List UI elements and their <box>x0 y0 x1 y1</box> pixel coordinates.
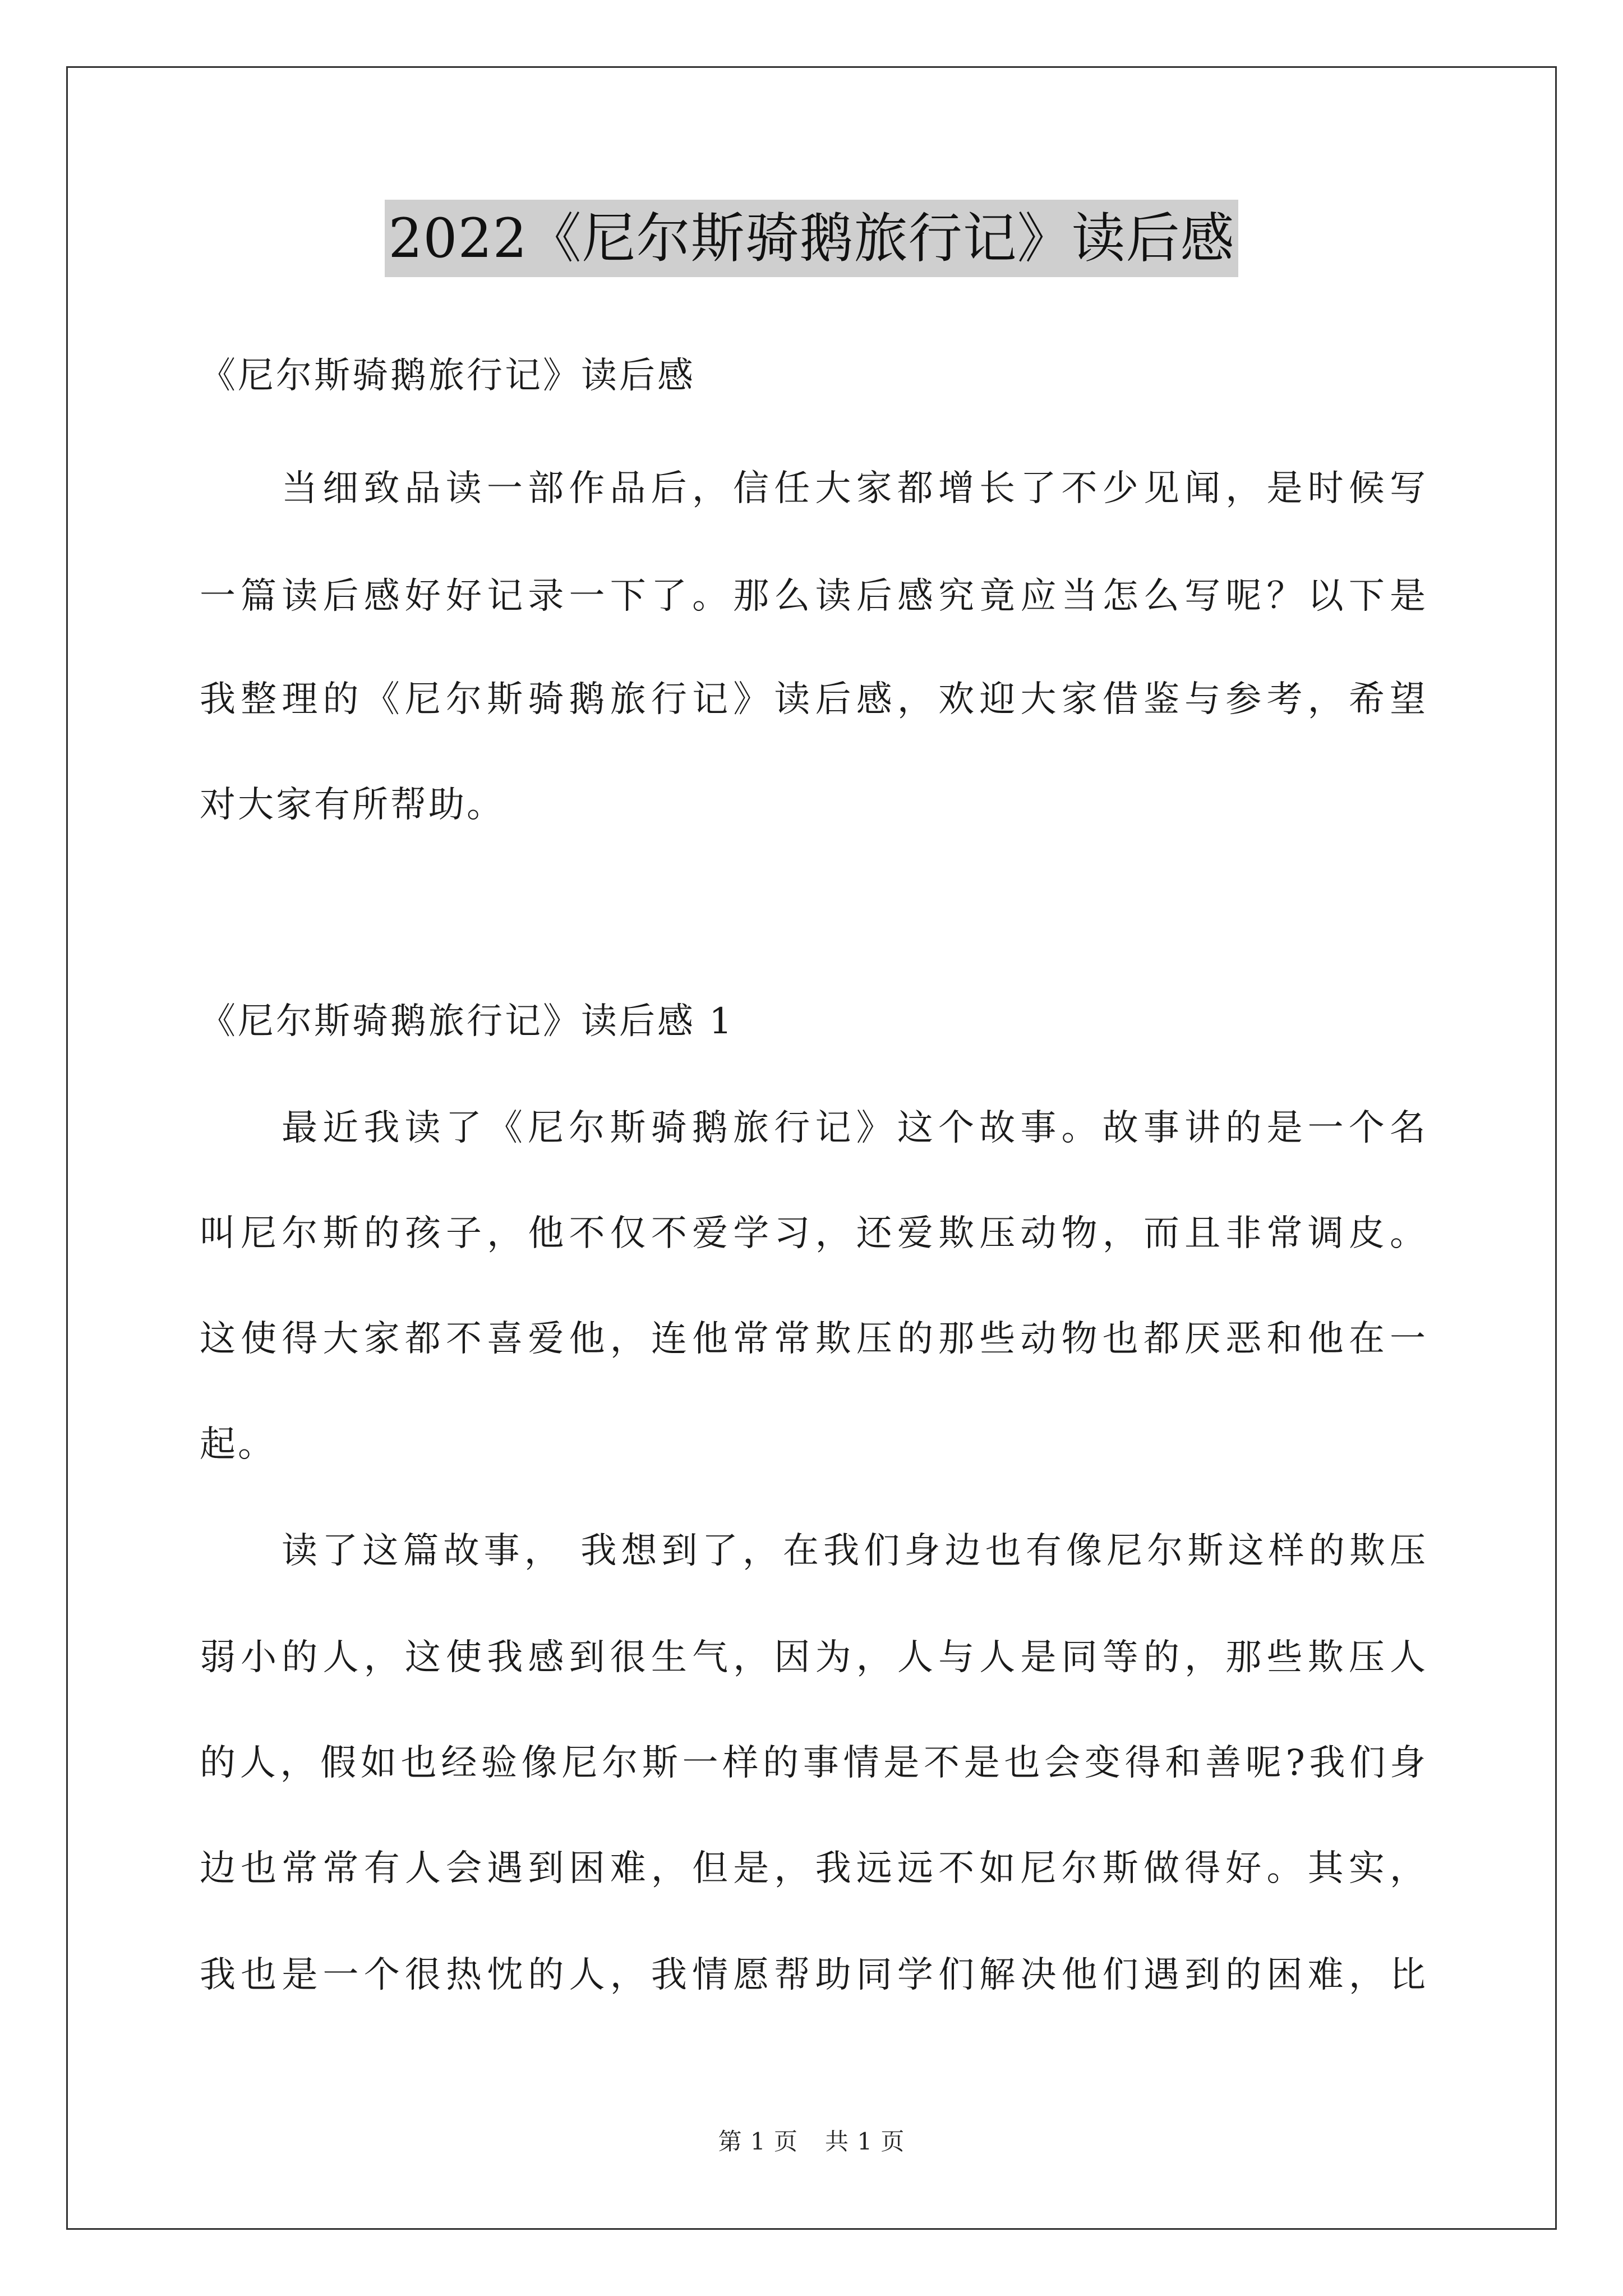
paragraph-line: 读了这篇故事， 我想到了，在我们身边也有像尼尔斯这样的欺压 <box>282 1530 1428 1572</box>
paragraph-line: 的人，假如也经验像尼尔斯一样的事情是不是也会变得和善呢?我们身 <box>200 1742 1428 1784</box>
paragraph-line: 一篇读后感好好记录一下了。那么读后感究竟应当怎么写呢？以下是 <box>200 576 1428 617</box>
paragraph-line: 弱小的人，这使我感到很生气，因为，人与人是同等的，那些欺压人 <box>200 1637 1428 1678</box>
paragraph-line: 边也常常有人会遇到困难，但是，我远远不如尼尔斯做得好。其实， <box>200 1848 1428 1889</box>
paragraph-line: 叫尼尔斯的孩子，他不仅不爱学习，还爱欺压动物，而且非常调皮。 <box>200 1213 1428 1254</box>
paragraph-line: 最近我读了《尼尔斯骑鹅旅行记》这个故事。故事讲的是一个名 <box>282 1107 1428 1149</box>
section-heading: 《尼尔斯骑鹅旅行记》读后感 <box>200 355 695 397</box>
page-total: 共 1 页 <box>825 2128 905 2155</box>
paragraph-line: 我也是一个很热忱的人，我情愿帮助同学们解决他们遇到的困难，比 <box>200 1954 1428 1996</box>
paragraph-line: 对大家有所帮助。 <box>200 784 505 826</box>
title-container <box>0 200 1623 277</box>
document-title: 2022《尼尔斯骑鹅旅行记》读后感 <box>385 200 1238 277</box>
paragraph-line: 这使得大家都不喜爱他，连他常常欺压的那些动物也都厌恶和他在一 <box>200 1318 1428 1360</box>
paragraph-line: 当细致品读一部作品后，信任大家都增长了不少见闻，是时候写 <box>282 468 1428 509</box>
section-heading: 《尼尔斯骑鹅旅行记》读后感 1 <box>200 1001 735 1042</box>
page-number: 第 1 页 <box>718 2128 798 2155</box>
page-footer <box>0 2125 1623 2159</box>
paragraph-line: 起。 <box>200 1424 276 1465</box>
paragraph-line: 我整理的《尼尔斯骑鹅旅行记》读后感，欢迎大家借鉴与参考，希望 <box>200 679 1428 720</box>
